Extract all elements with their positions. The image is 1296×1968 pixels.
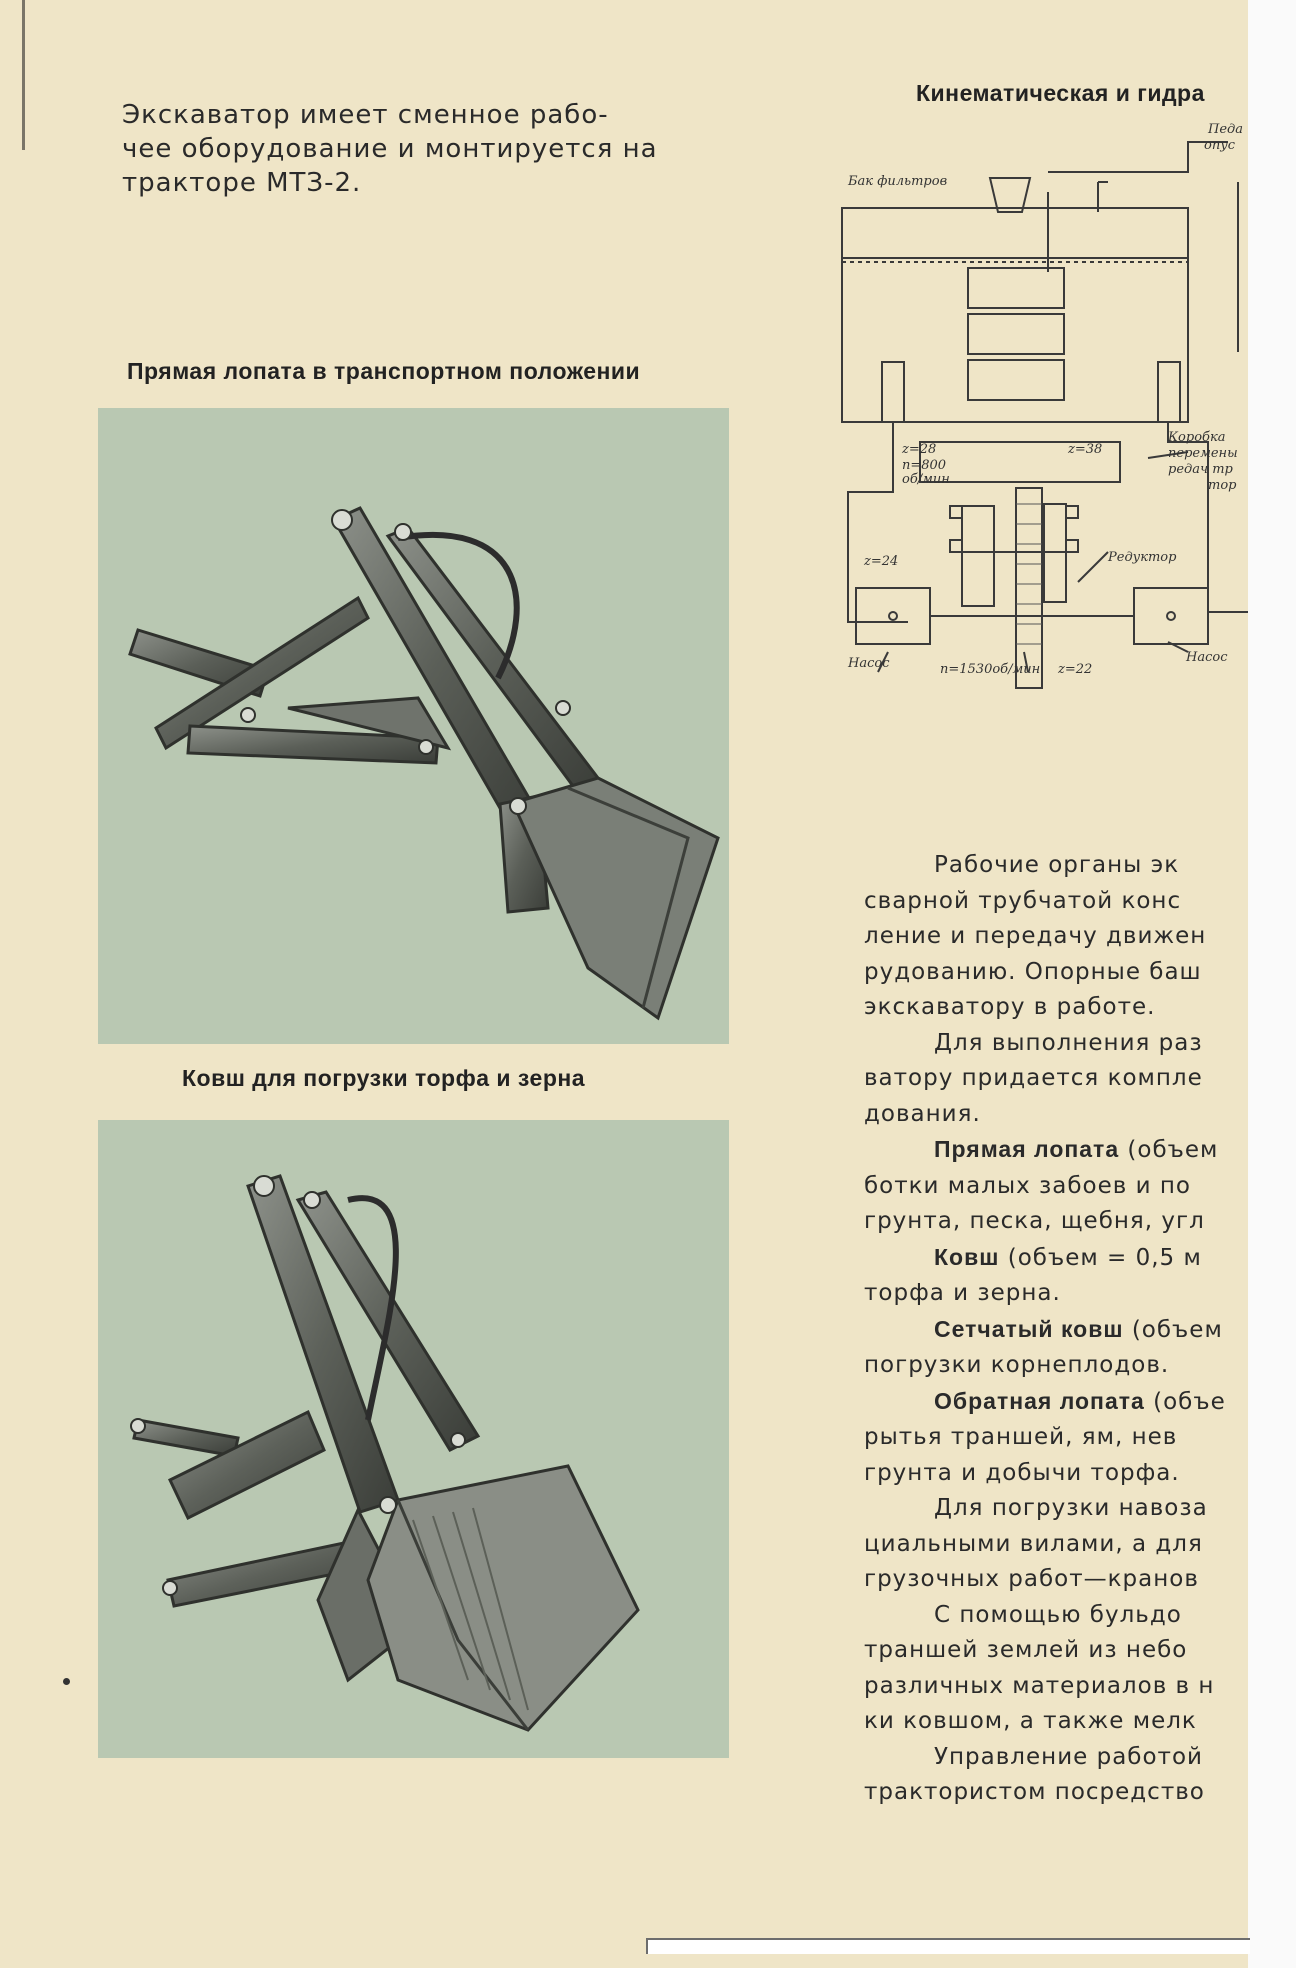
label-reducer: Редуктор	[1108, 550, 1177, 565]
body-line: сварной трубчатой конс	[864, 887, 1182, 914]
body-line: ватору придается компле	[864, 1065, 1203, 1091]
label-pedal-1: Педа	[1208, 122, 1244, 137]
label-gearbox-4: тор	[1208, 478, 1237, 493]
body-line: циальными вилами, а для	[864, 1530, 1203, 1557]
label-gear-z28: z=28	[902, 442, 937, 457]
fold-line	[22, 0, 25, 150]
diagram-drawing	[808, 112, 1248, 692]
body-line	[864, 1312, 1248, 1349]
body-line: ботки малых забоев и по	[864, 1172, 1191, 1199]
body-line: грузочных работ—кранов	[864, 1566, 1199, 1592]
body-line: Рабочие органы эк	[934, 852, 1180, 878]
body-line: рудованию. Опорные баш	[864, 958, 1202, 985]
label-speed-800: n=800	[902, 458, 947, 473]
body-line	[864, 1384, 1248, 1421]
caption-kinematic-diagram: Кинематическая и гидра	[916, 80, 1205, 106]
body-line: различных материалов в н	[864, 1672, 1215, 1699]
body-line	[864, 1132, 1248, 1169]
body-line: трактористом посредство	[864, 1779, 1205, 1805]
label-gear-z22: z=22	[1058, 662, 1093, 677]
label-gearbox-3: редач тр	[1168, 462, 1233, 477]
label-pedal-2: опус	[1204, 138, 1236, 153]
body-line: экскаватору в работе.	[864, 994, 1156, 1020]
body-fragment: (объем	[1123, 1316, 1223, 1343]
ink-spot	[63, 1678, 70, 1685]
body-line: ки ковшом, а также мелк	[864, 1708, 1197, 1734]
label-pump-right: Насос	[1186, 650, 1228, 665]
bucket-illustration	[98, 1120, 729, 1758]
scan-edge	[646, 1938, 1250, 1954]
body-line: С помощью бульдо	[934, 1601, 1182, 1628]
label-gear-z24: z=24	[864, 554, 899, 569]
body-line: грунта и добычи торфа.	[864, 1459, 1180, 1486]
caption-bucket-peat-grain: Ковш для погрузки торфа и зерна	[182, 1065, 586, 1091]
label-gearbox-2: перемены	[1168, 446, 1238, 461]
body-fragment: (объем = 0,5 м	[999, 1244, 1202, 1271]
body-line: дования.	[864, 1100, 981, 1127]
body-fragment: (объе	[1144, 1388, 1226, 1415]
body-line	[864, 1240, 1248, 1277]
body-line: траншей землей из небо	[864, 1637, 1188, 1663]
label-speed-1530: n=1530об/мин	[940, 662, 1041, 677]
scan-margin	[1248, 0, 1296, 1968]
body-text-column	[864, 848, 1248, 1811]
label-speed-800-unit: об/мин	[902, 472, 950, 487]
body-line: Для выполнения раз	[934, 1029, 1203, 1056]
term-backhoe: Обратная лопата	[934, 1387, 1145, 1414]
body-line: погрузки корнеплодов.	[864, 1352, 1170, 1378]
body-line: торфа и зерна.	[864, 1280, 1061, 1306]
body-line: ление и передачу движен	[864, 923, 1207, 949]
photo-bucket-attachment	[98, 1120, 729, 1758]
photo-shovel-transport	[98, 408, 729, 1044]
label-pump-left: Насос	[848, 656, 890, 671]
term-mesh-bucket: Сетчатый ковш	[934, 1315, 1124, 1342]
intro-paragraph: Экскаватор имеет сменное рабо- чее оборудование и монтируется на тракторе МТЗ-2.	[122, 100, 658, 198]
body-line: Управление работой	[934, 1743, 1203, 1770]
body-line: грунта, песка, щебня, угл	[864, 1208, 1205, 1234]
body-fragment: (объем	[1119, 1137, 1219, 1163]
kinematic-hydraulic-diagram	[808, 112, 1248, 692]
caption-transport-position: Прямая лопата в транспортном положении	[127, 358, 641, 384]
label-filter-tank: Бак фильтров	[848, 174, 948, 189]
body-line: Для погрузки навоза	[934, 1495, 1208, 1521]
term-straight-shovel: Прямая лопата	[934, 1136, 1120, 1162]
term-bucket: Ковш	[934, 1243, 1000, 1270]
label-gearbox-1: Коробка	[1168, 430, 1226, 445]
label-gear-z38: z=38	[1068, 442, 1103, 457]
shovel-illustration	[98, 408, 729, 1044]
body-line: рытья траншей, ям, нев	[864, 1424, 1178, 1450]
